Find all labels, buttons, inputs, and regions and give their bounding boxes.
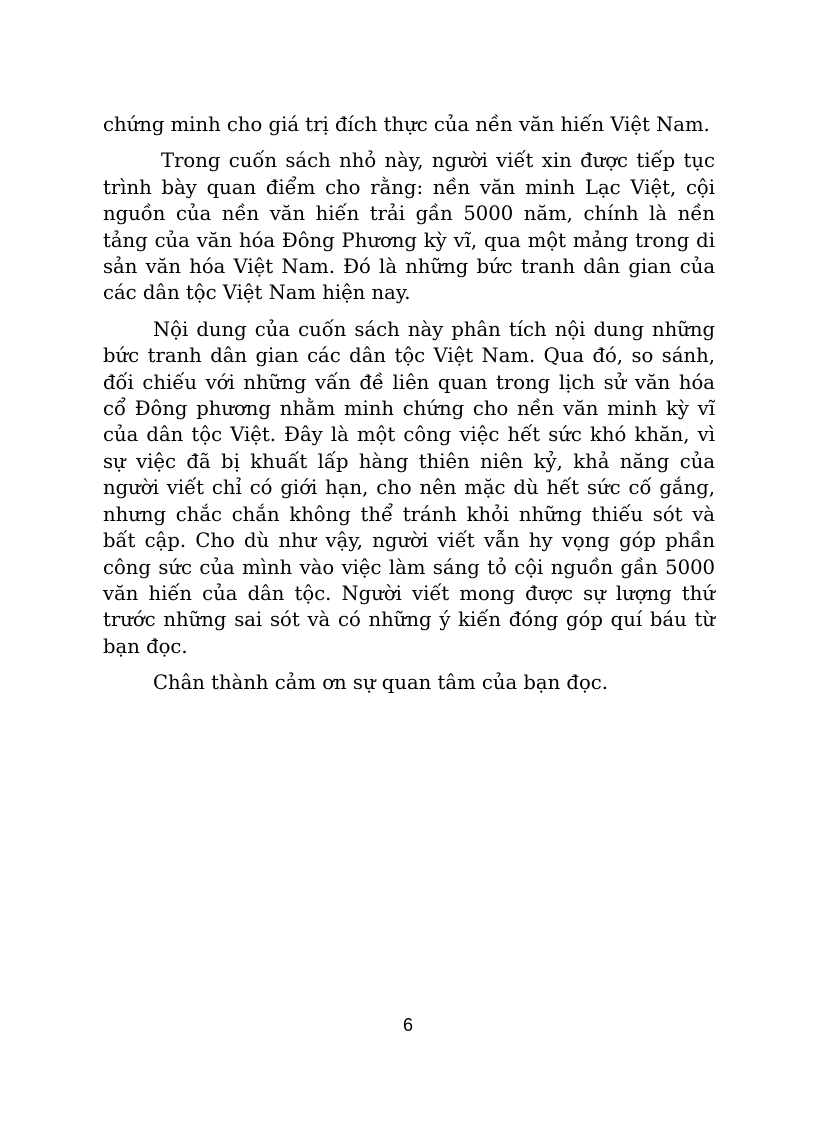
paragraph-continuation: chứng minh cho giá trị đích thực của nền văn hiến Việt Nam. [103, 113, 710, 136]
page-number: 6 [402, 1015, 413, 1035]
paragraph-thanks: Chân thành cảm ơn sự quan tâm của bạn đọc. [153, 671, 608, 695]
paragraph-book-content: Nội dung của cuốn sách này phân tích nội dung những bức tranh dân gian các dân tộc Việt Nam. Qua đó, so sánh, đối chiếu với những vấn đề liên quan trong lịch sử văn hóa cổ Đông phương nhằm minh chứng cho nền văn minh kỳ vĩ của dân tộc Việt. Đây là một công việc hết sức khó khăn, vì sự việc đã bị khuất lấp hàng thiên niên kỷ, khả năng của người viết chỉ có giới hạn, cho nên mặc dù hết sức cố gắng, nhưng chắc chắn không thể tránh khỏi những thiếu sót và bất cập. Cho dù như vậy, người viết vẫn hy vọng góp phần công sức của mình vào việc làm sáng tỏ cội nguồn gần 5000 văn hiến của dân tộc. Người viết mong được sự lượng thứ trước những sai sót và có những ý kiến đóng góp quí báu từ bạn đọc. [103, 317, 715, 658]
paragraph-book-purpose: Trong cuốn sách nhỏ này, người viết xin được tiếp tục trình bày quan điểm cho rằng: nền văn minh Lạc Việt, cội nguồn của nền văn hiến trải gần 5000 năm, chính là nền tảng của văn hóa Đông Phương kỳ vĩ, qua một mảng trong di sản văn hóa Việt Nam. Đó là những bức tranh dân gian của các dân tộc Việt Nam hiện nay. [103, 149, 715, 305]
page-body [103, 112, 715, 697]
